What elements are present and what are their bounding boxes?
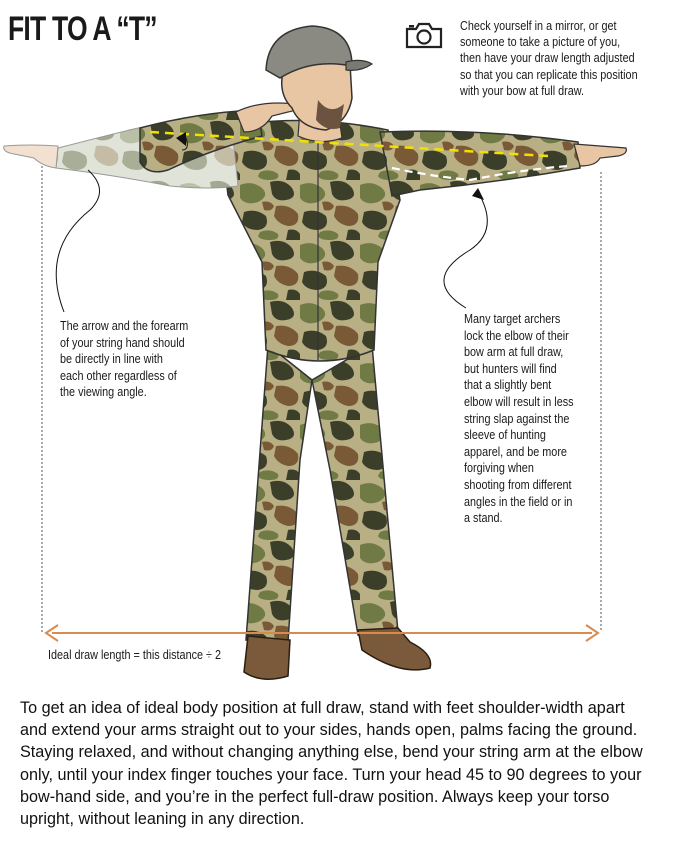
bow-elbow-note: Many target archers lock the elbow of their bow arm at full draw, but hunters will find that a slightly bent elbow will result in less string slap against the sleeve of hunting apparel, and be more forgiving when shooting from different angles in the field or in a stand. — [464, 312, 574, 526]
string-hand-note: The arrow and the forearm of your string hand should be directly in line with each other regardless of the viewing angle. — [60, 319, 189, 400]
instructions-paragraph: To get an idea of ideal body position at full draw, stand with feet shoulder-width apart and extend your arms straight out to your sides, hands open, palms facing the ground. Staying relaxed, and without changing anything else, bend your string arm at the elbow only, until your index finger touches your face. Turn your head 45 to 90 degrees to your bow-hand side, and you’re in the perfect full-draw position. Always keep your torso upright, without leaning in any direction. — [20, 699, 643, 829]
page-title: FIT TO A “T” — [8, 10, 157, 48]
draw-length-label: Ideal draw length = this distance ÷ 2 — [48, 648, 222, 662]
mirror-tip: Check yourself in a mirror, or get someone to take a picture of you, then have your draw length adjusted so that you can replicate this position with your bow at full draw. — [460, 19, 638, 98]
